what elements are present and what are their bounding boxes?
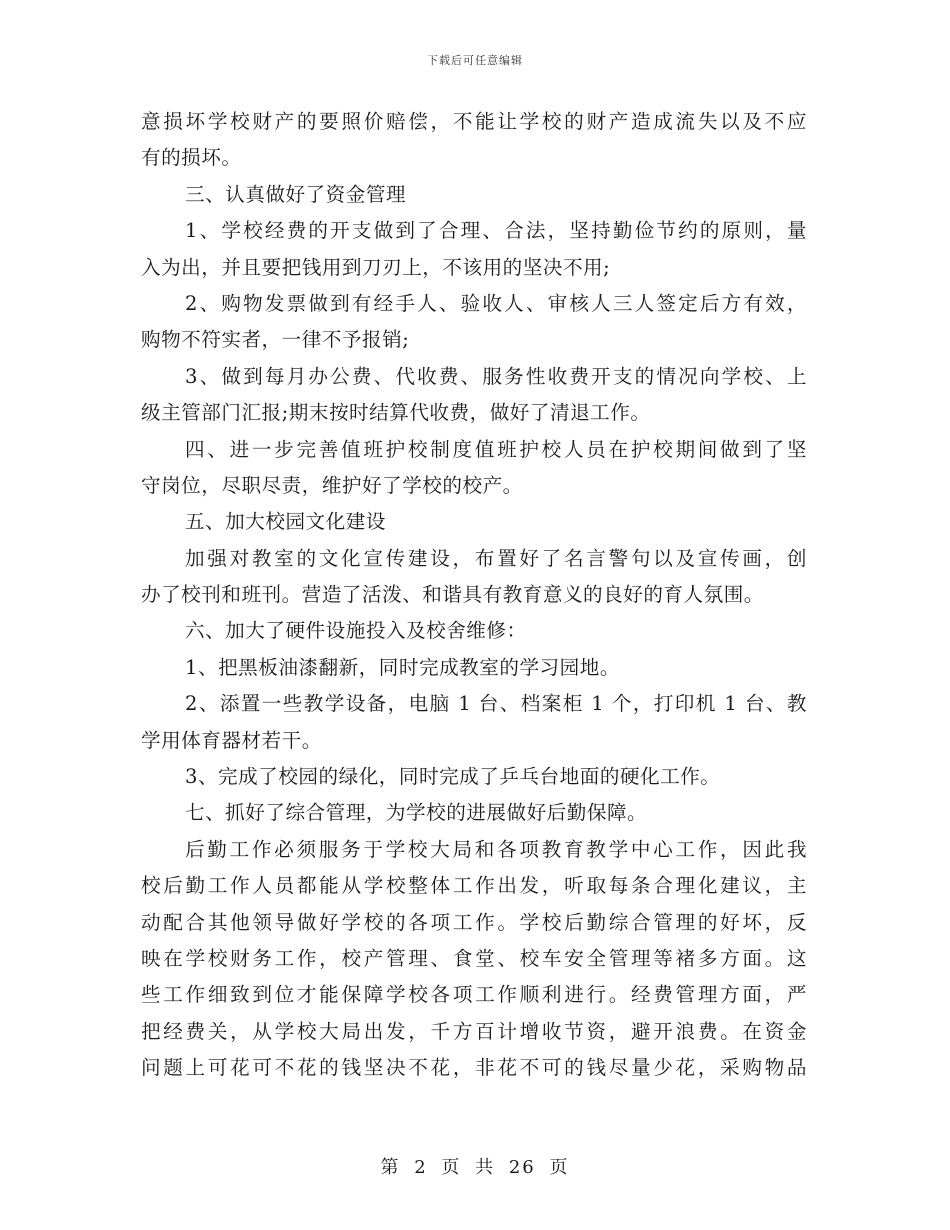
text-line: 购物不符实者，一律不予报销;	[141, 328, 410, 352]
text-line: 校后勤工作人员都能从学校整体工作出发，听取每条合理化建议，主	[141, 874, 807, 898]
section-heading: 四、进一步完善值班护校制度值班护校人员在护校期间做到了坚	[185, 437, 807, 461]
section-heading: 五、加大校园文化建设	[185, 510, 386, 534]
text-line: 动配合其他领导做好学校的各项工作。学校后勤综合管理的好坏，反	[141, 910, 807, 934]
page-header: 下载后可任意编辑	[427, 54, 523, 67]
text-line: 些工作细致到位才能保障学校各项工作顺利进行。经费管理方面，严	[141, 983, 807, 1007]
text-line: 把经费关，从学校大局出发，千方百计增收节资，避开浪费。在资金	[141, 1019, 807, 1043]
text-line: 级主管部门汇报;期末按时结算代收费，做好了清退工作。	[141, 401, 651, 425]
text-line: 学用体育器材若干。	[141, 728, 322, 752]
text-line: 守岗位，尽职尽责，维护好了学校的校产。	[141, 473, 523, 497]
text-line: 2、添置一些教学设备，电脑 1 台、档案柜 1 个，打印机 1 台、教	[185, 692, 807, 716]
text-line: 入为出，并且要把钱用到刀刃上，不该用的坚决不用;	[141, 255, 611, 279]
text-line: 有的损坏。	[141, 146, 242, 170]
text-line: 加强对教室的文化宣传建设，布置好了名言警句以及宣传画，创	[185, 546, 807, 570]
text-line: 3、完成了校园的绿化，同时完成了乒乓台地面的硬化工作。	[185, 765, 721, 789]
text-line: 映在学校财务工作，校产管理、食堂、校车安全管理等褚多方面。这	[141, 946, 807, 970]
section-heading: 七、抓好了综合管理，为学校的进展做好后勤保障。	[185, 801, 648, 825]
section-heading: 六、加大了硬件设施投入及校舍维修：	[185, 619, 527, 643]
text-line: 办了校刊和班刊。营造了活泼、和谐具有教育意义的良好的育人氛围。	[141, 583, 764, 607]
text-line: 后勤工作必须服务于学校大局和各项教育教学中心工作，因此我	[185, 837, 807, 861]
text-line: 2、购物发票做到有经手人、验收人、审核人三人签定后方有效，	[185, 291, 807, 315]
page-number: 第 2 页 共 26 页	[380, 1157, 570, 1178]
text-line: 问题上可花可不花的钱坚决不花，非花不可的钱尽量少花，采购物品	[141, 1056, 807, 1080]
section-heading: 三、认真做好了资金管理	[185, 182, 407, 206]
text-line: 3、做到每月办公费、代收费、服务性收费开支的情况向学校、上	[185, 364, 807, 388]
text-line: 1、学校经费的开支做到了合理、合法，坚持勤俭节约的原则，量	[185, 219, 807, 243]
text-line: 意损坏学校财产的要照价赔偿，不能让学校的财产造成流失以及不应	[141, 110, 807, 133]
document-body	[141, 104, 807, 1087]
text-line: 1、把黑板油漆翻新，同时完成教室的学习园地。	[185, 655, 620, 679]
